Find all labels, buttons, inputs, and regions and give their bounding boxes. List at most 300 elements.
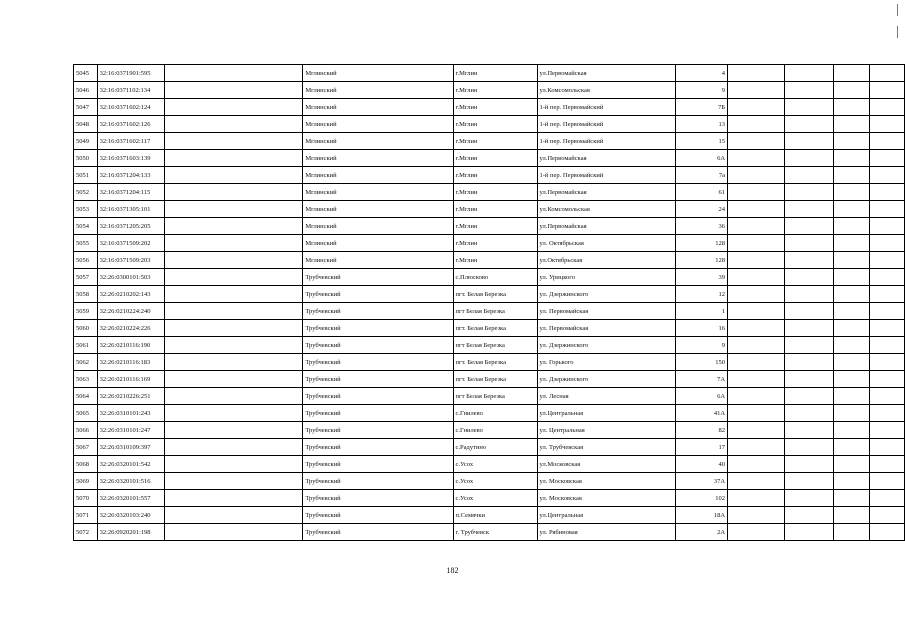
house-number: 82 [675,422,727,439]
street: ул.Московская [537,456,675,473]
table-row [74,167,905,184]
settlement: с.Гнилево [453,422,537,439]
empty-cell [834,473,870,490]
empty-cell [870,116,905,133]
district: Трубчевский [303,388,453,405]
cadastral-number: 32:26:0210224:226 [97,320,164,337]
empty-cell [164,116,303,133]
settlement: пгт Белая Березка [453,388,537,405]
settlement: пгт. Белая Березка [453,286,537,303]
empty-cell [870,388,905,405]
cadastral-number: 32:26:0210116:190 [97,337,164,354]
empty-cell [164,337,303,354]
cadastral-number: 32:26:0210224:240 [97,303,164,320]
empty-cell [728,354,785,371]
empty-cell [870,235,905,252]
settlement: г.Мглин [453,201,537,218]
empty-cell [164,422,303,439]
table-row [74,269,905,286]
empty-cell [785,269,834,286]
empty-cell [785,116,834,133]
row-number: 5049 [74,133,98,150]
empty-cell [728,133,785,150]
house-number: 128 [675,252,727,269]
district: Трубчевский [303,320,453,337]
empty-cell [870,184,905,201]
empty-cell [834,354,870,371]
empty-cell [728,150,785,167]
street: ул. Лесная [537,388,675,405]
table-row [74,184,905,201]
district: Трубчевский [303,337,453,354]
cadastral-number: 32:16:0371204:115 [97,184,164,201]
empty-cell [164,507,303,524]
cadastral-number: 32:26:0210202:143 [97,286,164,303]
settlement: г.Мглин [453,184,537,201]
empty-cell [834,65,870,82]
empty-cell [164,133,303,150]
table-row [74,286,905,303]
row-number: 5059 [74,303,98,320]
settlement: пгт. Белая Березка [453,320,537,337]
street: ул. Московская [537,490,675,507]
district: Трубчевский [303,286,453,303]
house-number: 150 [675,354,727,371]
street: ул. Урицкого [537,269,675,286]
district: Трубчевский [303,490,453,507]
empty-cell [870,218,905,235]
empty-cell [870,490,905,507]
empty-cell [164,65,303,82]
empty-cell [834,524,870,541]
empty-cell [164,150,303,167]
house-number: 6А [675,388,727,405]
cadastral-number: 32:16:0371602:117 [97,133,164,150]
empty-cell [785,405,834,422]
table-row [74,235,905,252]
empty-cell [870,167,905,184]
house-number: 18А [675,507,727,524]
empty-cell [834,439,870,456]
cadastral-number: 32:16:0371509:202 [97,235,164,252]
street: ул.Комсомольская [537,201,675,218]
empty-cell [164,490,303,507]
street: ул.Первомайская [537,65,675,82]
empty-cell [834,150,870,167]
empty-cell [834,252,870,269]
cadastral-number: 32:26:0920201:198 [97,524,164,541]
street: ул.Комсомольская [537,82,675,99]
row-number: 5050 [74,150,98,167]
empty-cell [870,422,905,439]
district: Мглинский [303,116,453,133]
settlement: п.Семячки [453,507,537,524]
street: 1-й пер. Первомайский [537,116,675,133]
empty-cell [870,337,905,354]
empty-cell [870,456,905,473]
cadastral-number: 32:16:0371305:101 [97,201,164,218]
empty-cell [834,490,870,507]
empty-cell [785,456,834,473]
empty-cell [728,320,785,337]
table-row [74,405,905,422]
empty-cell [728,422,785,439]
table-body [74,65,905,541]
empty-cell [785,507,834,524]
cadastral-number: 32:26:0310101:247 [97,422,164,439]
empty-cell [834,116,870,133]
settlement: г.Мглин [453,65,537,82]
street: ул.Первомайская [537,218,675,235]
district: Трубчевский [303,405,453,422]
district: Трубчевский [303,456,453,473]
settlement: г.Мглин [453,218,537,235]
empty-cell [870,252,905,269]
settlement: г. Трубчевск [453,524,537,541]
street: ул. Рябиновая [537,524,675,541]
empty-cell [785,371,834,388]
empty-cell [785,167,834,184]
house-number: 40 [675,456,727,473]
street: ул. Центральная [537,422,675,439]
empty-cell [785,184,834,201]
house-number: 7А [675,371,727,388]
settlement: г.Мглин [453,99,537,116]
table-row [74,116,905,133]
empty-cell [785,439,834,456]
table-row [74,82,905,99]
district: Трубчевский [303,354,453,371]
empty-cell [834,235,870,252]
row-number: 5069 [74,473,98,490]
empty-cell [785,235,834,252]
row-number: 5045 [74,65,98,82]
settlement: г.Мглин [453,116,537,133]
house-number: 24 [675,201,727,218]
district: Трубчевский [303,371,453,388]
table-row [74,507,905,524]
row-number: 5070 [74,490,98,507]
table-row [74,422,905,439]
edge-mark-top [897,4,898,16]
empty-cell [785,320,834,337]
house-number: 36 [675,218,727,235]
empty-cell [728,337,785,354]
empty-cell [785,286,834,303]
house-number: 39 [675,269,727,286]
empty-cell [164,184,303,201]
empty-cell [785,201,834,218]
house-number: 61 [675,184,727,201]
house-number: 2А [675,524,727,541]
empty-cell [870,524,905,541]
street: ул.Центральная [537,405,675,422]
district: Трубчевский [303,473,453,490]
cadastral-number: 32:16:0371205:205 [97,218,164,235]
table-row [74,524,905,541]
street: ул.Первомайская [537,150,675,167]
row-number: 5053 [74,201,98,218]
table-row [74,218,905,235]
empty-cell [870,286,905,303]
empty-cell [728,252,785,269]
row-number: 5062 [74,354,98,371]
empty-cell [728,167,785,184]
settlement: с.Радутино [453,439,537,456]
row-number: 5066 [74,422,98,439]
house-number: 16 [675,320,727,337]
table-row [74,456,905,473]
page-number: 182 [446,566,459,575]
district: Мглинский [303,99,453,116]
empty-cell [164,252,303,269]
empty-cell [164,320,303,337]
empty-cell [870,65,905,82]
table-row [74,320,905,337]
row-number: 5048 [74,116,98,133]
empty-cell [785,303,834,320]
empty-cell [728,473,785,490]
empty-cell [164,388,303,405]
cadastral-number: 32:26:0310101:243 [97,405,164,422]
empty-cell [834,405,870,422]
district: Мглинский [303,167,453,184]
empty-cell [728,388,785,405]
empty-cell [164,439,303,456]
empty-cell [834,371,870,388]
empty-cell [164,405,303,422]
street: ул. Московская [537,473,675,490]
empty-cell [728,269,785,286]
district: Трубчевский [303,507,453,524]
empty-cell [728,303,785,320]
settlement: г.Мглин [453,252,537,269]
empty-cell [834,507,870,524]
settlement: с.Плюсково [453,269,537,286]
empty-cell [834,320,870,337]
house-number: 7Б [675,99,727,116]
house-number: 9 [675,82,727,99]
district: Мглинский [303,235,453,252]
cadastral-number: 32:26:0210226:251 [97,388,164,405]
table-row [74,490,905,507]
empty-cell [870,320,905,337]
empty-cell [728,439,785,456]
cadastral-number: 32:16:0371204:133 [97,167,164,184]
empty-cell [870,405,905,422]
table-row [74,303,905,320]
row-number: 5071 [74,507,98,524]
empty-cell [870,354,905,371]
row-number: 5063 [74,371,98,388]
house-number: 41А [675,405,727,422]
cadastral-number: 32:26:0210116:183 [97,354,164,371]
cadastral-number: 32:26:0310109:397 [97,439,164,456]
district: Мглинский [303,184,453,201]
street: ул. Первомайская [537,303,675,320]
row-number: 5055 [74,235,98,252]
empty-cell [164,99,303,116]
cadastral-number: 32:26:0320101:516 [97,473,164,490]
street: ул. Трубчевская [537,439,675,456]
empty-cell [785,524,834,541]
row-number: 5058 [74,286,98,303]
cadastral-number: 32:26:0300101:503 [97,269,164,286]
house-number: 4 [675,65,727,82]
district: Мглинский [303,218,453,235]
empty-cell [164,235,303,252]
table-row [74,150,905,167]
district: Мглинский [303,65,453,82]
street: ул.Октябрьская [537,252,675,269]
district: Мглинский [303,252,453,269]
empty-cell [164,286,303,303]
district: Трубчевский [303,439,453,456]
settlement: с.Усох [453,490,537,507]
empty-cell [834,303,870,320]
house-number: 7а [675,167,727,184]
empty-cell [728,456,785,473]
table-row [74,388,905,405]
row-number: 5047 [74,99,98,116]
cadastral-number: 32:16:0371602:124 [97,99,164,116]
street: ул. Первомайская [537,320,675,337]
empty-cell [728,524,785,541]
row-number: 5046 [74,82,98,99]
empty-cell [785,133,834,150]
street: ул.Первомайская [537,184,675,201]
district: Мглинский [303,201,453,218]
empty-cell [834,269,870,286]
empty-cell [728,286,785,303]
empty-cell [164,456,303,473]
empty-cell [164,524,303,541]
settlement: г.Мглин [453,150,537,167]
empty-cell [728,218,785,235]
row-number: 5057 [74,269,98,286]
settlement: г.Мглин [453,235,537,252]
house-number: 9 [675,337,727,354]
street: 1-й пер. Первомайский [537,167,675,184]
cadastral-number: 32:16:0371602:126 [97,116,164,133]
empty-cell [164,167,303,184]
empty-cell [785,388,834,405]
table-row [74,371,905,388]
empty-cell [164,269,303,286]
row-number: 5072 [74,524,98,541]
table-row [74,354,905,371]
row-number: 5064 [74,388,98,405]
empty-cell [834,82,870,99]
settlement: г.Мглин [453,133,537,150]
settlement: пгт. Белая Березка [453,354,537,371]
cadastral-number: 32:26:0320101:557 [97,490,164,507]
house-number: 128 [675,235,727,252]
empty-cell [834,99,870,116]
empty-cell [164,354,303,371]
table-row [74,473,905,490]
row-number: 5060 [74,320,98,337]
empty-cell [870,371,905,388]
empty-cell [870,439,905,456]
empty-cell [728,490,785,507]
empty-cell [785,252,834,269]
empty-cell [834,456,870,473]
district: Трубчевский [303,269,453,286]
cadastral-number: 32:16:0371102:134 [97,82,164,99]
row-number: 5054 [74,218,98,235]
empty-cell [870,133,905,150]
empty-cell [870,201,905,218]
row-number: 5056 [74,252,98,269]
settlement: пгт Белая Березка [453,337,537,354]
empty-cell [164,218,303,235]
registry-table [73,64,905,541]
empty-cell [728,235,785,252]
empty-cell [164,371,303,388]
empty-cell [728,201,785,218]
empty-cell [785,82,834,99]
street: ул. Горького [537,354,675,371]
street: ул. Октябрьская [537,235,675,252]
empty-cell [834,218,870,235]
table-row [74,99,905,116]
empty-cell [834,201,870,218]
settlement: пгт Белая Березка [453,303,537,320]
empty-cell [834,133,870,150]
empty-cell [164,303,303,320]
street: 1-й пер. Первомайский [537,99,675,116]
empty-cell [728,65,785,82]
settlement: пгт. Белая Березка [453,371,537,388]
table-row [74,252,905,269]
empty-cell [834,337,870,354]
empty-cell [785,473,834,490]
house-number: 15 [675,133,727,150]
cadastral-number: 32:16:0371901:595 [97,65,164,82]
row-number: 5061 [74,337,98,354]
district: Мглинский [303,82,453,99]
empty-cell [834,286,870,303]
empty-cell [834,422,870,439]
district: Мглинский [303,150,453,167]
empty-cell [870,507,905,524]
district: Трубчевский [303,422,453,439]
empty-cell [870,99,905,116]
settlement: г.Мглин [453,167,537,184]
house-number: 13 [675,116,727,133]
row-number: 5068 [74,456,98,473]
empty-cell [728,99,785,116]
empty-cell [728,116,785,133]
empty-cell [728,184,785,201]
house-number: 6А [675,150,727,167]
row-number: 5067 [74,439,98,456]
empty-cell [728,82,785,99]
table-row [74,65,905,82]
empty-cell [785,490,834,507]
table-row [74,337,905,354]
empty-cell [164,201,303,218]
street: 1-й пер. Первомайский [537,133,675,150]
empty-cell [834,167,870,184]
street: ул. Дзержинского [537,286,675,303]
empty-cell [834,388,870,405]
edge-mark-bottom [897,26,898,38]
settlement: с.Усох [453,456,537,473]
house-number: 12 [675,286,727,303]
empty-cell [785,218,834,235]
